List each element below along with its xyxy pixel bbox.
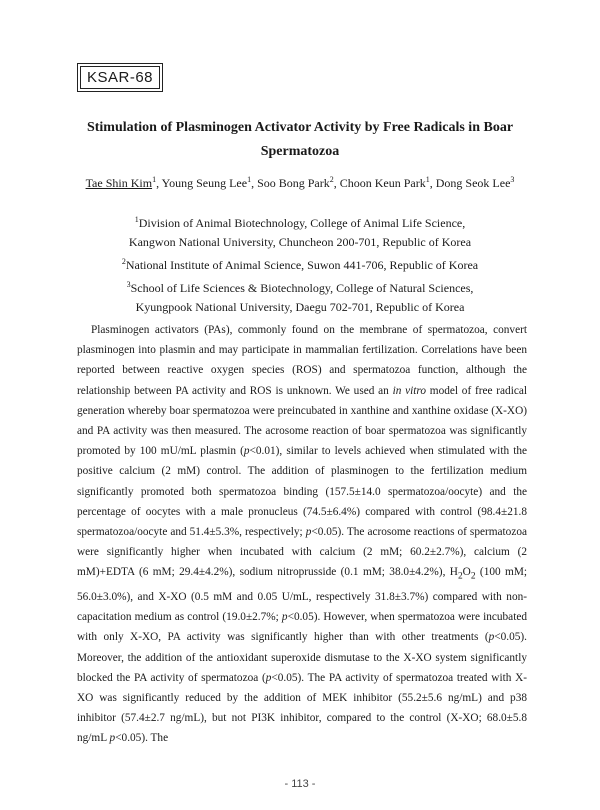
- affiliation: $^1$Division of Animal Biotechnology, College of Animal Life Science, Kangwon National University, Chuncheon 200-701, Republic of Korea: [128, 215, 472, 249]
- author: Choon Keun Park$^1$,: [339, 175, 436, 190]
- author: Young Seung Lee$^1$,: [161, 175, 258, 190]
- author: Tae Shin Kim$^1$,: [85, 175, 162, 190]
- paper-id-badge: [77, 63, 163, 92]
- affiliation-list: [60, 210, 540, 317]
- author-name: Tae Shin Kim: [85, 176, 153, 190]
- author-affil-mark: 1: [152, 175, 157, 184]
- paper-id-label: KSAR-68: [80, 66, 160, 89]
- author-affil-mark: 3: [510, 175, 515, 184]
- author-affil-mark: 1: [247, 175, 252, 184]
- affiliation: $^3$School of Life Sciences & Biotechnology, College of Natural Sciences, Kyungpook National University, Daegu 702-701, Republic of Korea: [126, 280, 474, 314]
- author-affil-mark: 1: [425, 175, 430, 184]
- page-number: - 113 -: [284, 778, 316, 790]
- author-affil-mark: 2: [329, 175, 334, 184]
- paper-title: Stimulation of Plasminogen Activator Activity by Free Radicals in Boar Spermatozoa: [86, 120, 514, 159]
- author-name: Young Seung Lee: [161, 176, 248, 190]
- author-name: Soo Bong Park: [257, 176, 330, 190]
- author-list: [60, 172, 540, 191]
- affiliation: $^2$National Institute of Animal Science, Suwon 441-706, Republic of Korea: [121, 257, 479, 272]
- author: Soo Bong Park$^2$,: [257, 175, 340, 190]
- author-name: Choon Keun Park: [339, 176, 426, 190]
- author-name: Dong Seok Lee: [435, 176, 511, 190]
- author: [436, 176, 515, 190]
- abstract-paragraph: Plasminogen activators (PAs), commonly found on the membrane of spermatozoa, convert plasminogen into plasmin and may participate in mammalian fertilization. Correlations have been reported between reactive oxygen species (ROS) and spermatozoa function, although the relationship between PA activity and ROS is unknown. We used an in vitro model of free radical generation whereby boar spermatozoa were preincubated in xanthine and xanthine oxidase (X-XO) and PA activity was then measured. The acrosome reaction of boar spermatozoa was significantly promoted by 100 mU/mL plasmin (p<0.01), similar to levels achieved when stimulated with the positive calcium (2 mM) control. The addition of plasminogen to the fertilization medium significantly promoted both spermatozoa binding (157.5±14.0 spermatozoa/oocyte) and the percentage of oocytes with a male pronucleus (74.5±6.4%) compared with control (98.4±21.8 spermatozoa/oocyte and 51.4±5.3%, respectively; p<0.05). The acrosome reactions of spermatozoa were significantly higher when incubated with calcium (2 mM; 60.2±2.7%), calcium (2 mM)+EDTA (6 mM; 29.4±4.2%), sodium nitroprusside (0.1 mM; 38.0±4.2%), $H_2O_2$ (100 mM; 56.0±3.0%), and X-XO (0.5 mM and 0.05 U/mL, respectively 31.8±3.7%) compared with non-capacitation medium as control (19.0±2.7%; p<0.05). However, when spermatozoa were incubated with only X-XO, PA activity was significantly higher than with other treatments (p<0.05). Moreover, the addition of the antioxidant superoxide dismutase to the X-XO system significantly blocked the PA activity of spermatozoa (p<0.05). The PA activity of spermatozoa treated with X- XO was significantly reduced by the addition of MEK inhibitor (55.2±5.6 ng/mL) and p38 inhibitor (57.4±2.7 ng/mL), but not PI3K inhibitor, compared to the control (X-XO; 68.0±5.8 ng/mL p<0.05). The: [77, 324, 528, 745]
